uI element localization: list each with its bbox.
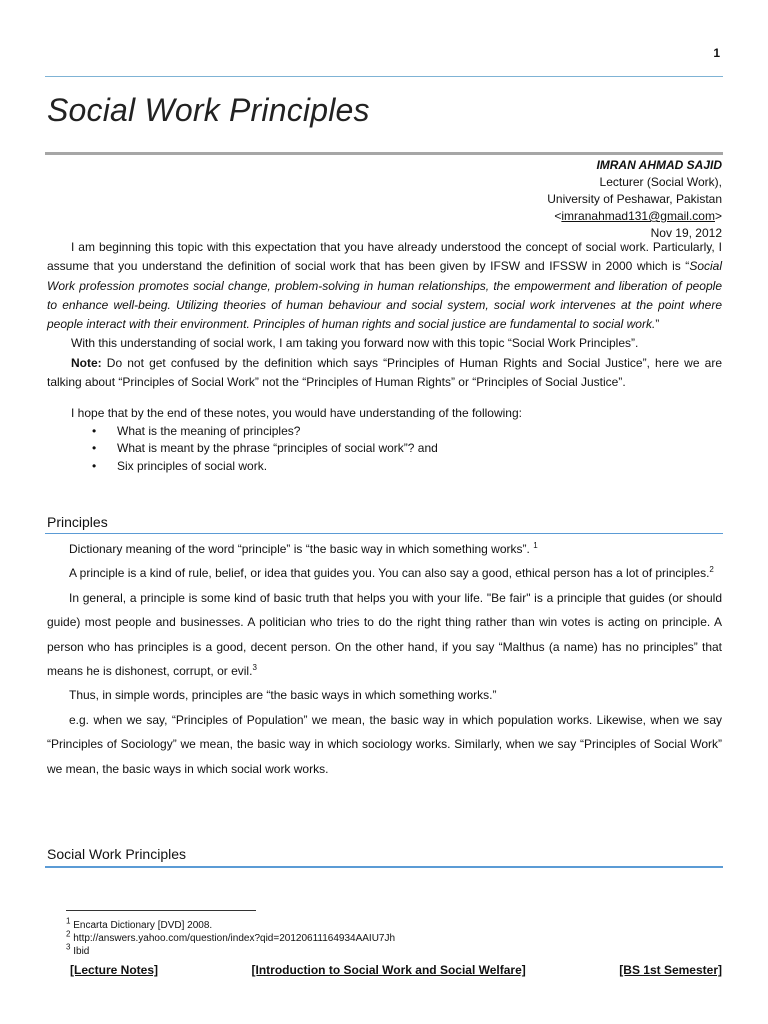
footnote-text: Ibid	[70, 946, 90, 957]
principles-heading: Principles	[47, 514, 108, 530]
author-date: Nov 19, 2012	[650, 226, 722, 240]
intro-paragraph-2: With this understanding of social work, I am taking you forward now with this topic “Social Work Principles”.	[71, 336, 639, 351]
footer-left: [Lecture Notes]	[70, 963, 159, 977]
footnote-separator	[66, 910, 256, 911]
author-email-line	[547, 208, 722, 225]
principles-heading-rule	[45, 533, 723, 534]
list-item: • What is the meaning of principles?	[117, 423, 722, 441]
author-affiliation: University of Peshawar, Pakistan	[547, 192, 722, 206]
principles-paragraph-4: Thus, in simple words, principles are “the basic ways in which something works.”	[69, 688, 497, 703]
objectives-list	[47, 423, 722, 476]
document-title: Social Work Principles	[47, 92, 370, 128]
page-footer	[70, 963, 722, 977]
social-work-principles-heading: Social Work Principles	[47, 846, 187, 862]
principles-text-3: In general, a principle is some kind of basic truth that helps you with your life. "Be fair" is a principle that guides (or should guide) most people and businesses. A politician who tries to do the right thing rather than win votes is acting on principle. A person who has principles is a good, decent person. On the other hand, if you say “Malthus (a name) has no principles” that means he is dishonest, corrupt, or evil.	[47, 590, 722, 679]
header-rule	[45, 76, 723, 77]
note-text: Do not get confused by the definition which says “Principles of Human Rights and Social Justice”, here we are talking about “Principles of Social Work” not the “Principles of Human Rights” or “Principles of Social Justice”.	[47, 355, 722, 390]
author-position: Lecturer (Social Work),	[599, 175, 722, 189]
note-label: Note:	[71, 355, 102, 370]
footnote-ref-1[interactable]: 1	[533, 541, 538, 550]
principles-section	[47, 537, 722, 781]
intro-section	[47, 238, 722, 475]
list-item: • What is meant by the phrase “principles of social work”? and	[117, 440, 722, 458]
footnote-number: 2	[66, 929, 71, 939]
footnote	[66, 929, 396, 945]
intro-quote-end: ”	[655, 317, 660, 332]
footnote-link[interactable]: http://answers.yahoo.com/question/index?qid=20120611164934AAIU7Jh	[70, 933, 396, 944]
list-item: • Six principles of social work.	[117, 458, 722, 476]
principles-text-2: A principle is a kind of rule, belief, or idea that guides you. You can also say a good, ethical person has a lot of principles.	[69, 566, 710, 581]
intro-paragraph	[47, 238, 722, 334]
principles-paragraph-1	[47, 537, 722, 561]
principles-paragraph-5: e.g. when we say, “Principles of Population” we mean, the basic way in which population works. Likewise, when we say “Principles of Sociology” we mean, the basic way in which sociology works. Similarly, when we say “Principles of Social Work” we mean, the basic ways in which social work works.	[47, 712, 722, 776]
intro-lead-text: I am beginning this topic with this expectation that you have already understood the concept of social work. Particularly, I assume that you understand the definition of social work that has been given by IFSW and IFSSW in 2000 which is “	[47, 240, 722, 274]
title-rule	[45, 152, 723, 155]
social-work-principles-rule	[45, 866, 723, 868]
email-open-bracket: <	[554, 209, 562, 223]
footnote-number: 3	[66, 942, 71, 952]
footer-right: [BS 1st Semester]	[619, 963, 722, 977]
principles-text-1: Dictionary meaning of the word “principle” is “the basic way in which something works”.	[69, 542, 534, 556]
definition-quote: Social Work profession promotes social change, problem-solving in human relationships, the empowerment and liberation of people to enhance well-being. Utilizing theories of human behaviour and social system, social work intervenes at the point where people interact with their environment. Principles of human rights and social justice are fundamental to social work.	[47, 259, 722, 332]
author-name: IMRAN AHMAD SAJID	[596, 158, 722, 172]
footnote-text: Encarta Dictionary [DVD] 2008.	[70, 920, 213, 931]
footnote-ref-3[interactable]: 3	[252, 663, 257, 673]
objectives-intro: I hope that by the end of these notes, you would have understanding of the following:	[71, 406, 522, 421]
footnote	[66, 942, 395, 958]
footnote-number: 1	[66, 916, 71, 926]
author-block	[547, 157, 722, 242]
email-close-bracket: >	[714, 209, 722, 223]
principles-paragraph-3	[47, 586, 722, 684]
footnotes	[66, 916, 396, 958]
principles-paragraph-2	[47, 561, 722, 585]
footnote	[66, 916, 395, 932]
footnote-ref-2[interactable]: 2	[709, 565, 714, 575]
page-number: 1	[713, 46, 720, 60]
author-email-link[interactable]: imranahmad131@gmail.com	[561, 209, 715, 223]
footer-center: [Introduction to Social Work and Social Welfare]	[251, 963, 526, 977]
note-paragraph	[47, 354, 722, 393]
